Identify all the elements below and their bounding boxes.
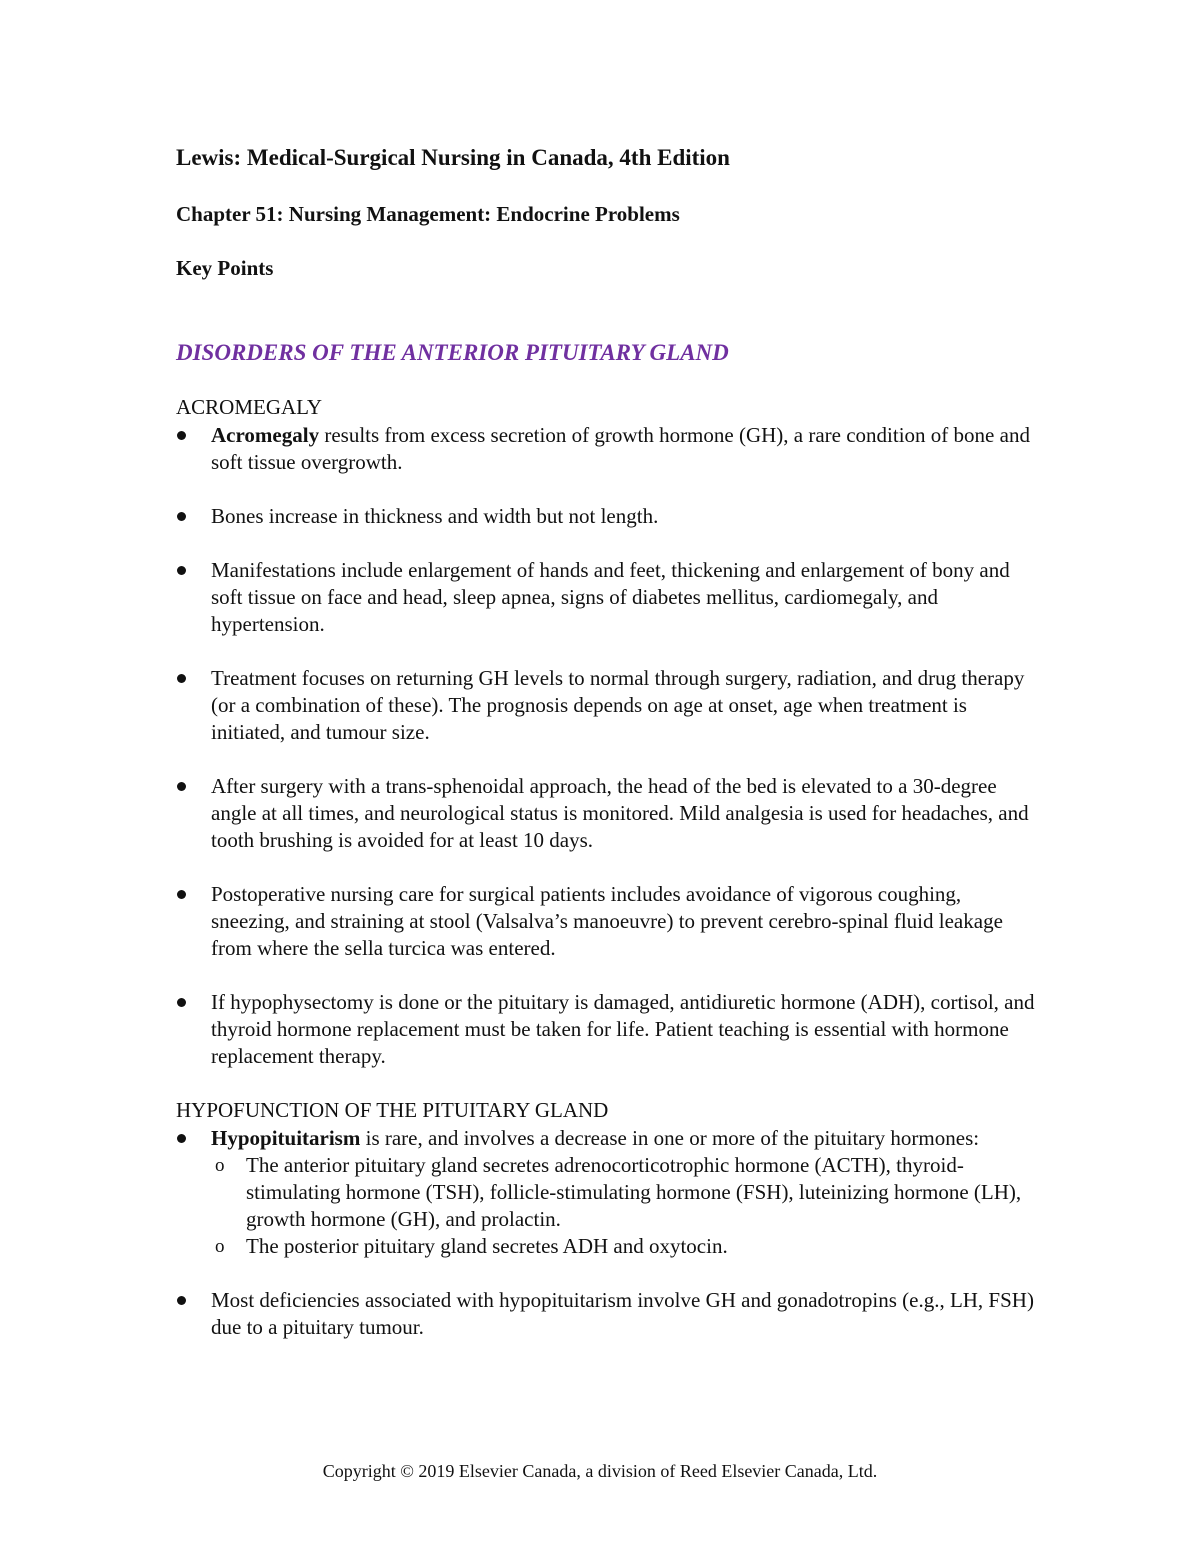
list-item-text: is rare, and involves a decrease in one or more of the pituitary hormones: (360, 1126, 980, 1150)
list-item-text: Bones increase in thickness and width but not length. (211, 504, 659, 528)
hollow-circle-bullet-icon: o (215, 1236, 225, 1257)
list-item (176, 503, 1036, 530)
list-item (176, 665, 1036, 746)
list-item (176, 881, 1036, 962)
book-title: Lewis: Medical-Surgical Nursing in Canada, 4th Edition (176, 145, 730, 170)
bullet-icon (177, 782, 186, 791)
list-item-text: Manifestations include enlargement of hands and feet, thickening and enlargement of bony and soft tissue on face and head, sleep apnea, signs of diabetes mellitus, cardiomegaly, and hypertension. (211, 558, 1010, 636)
hollow-circle-bullet-icon: o (215, 1155, 225, 1176)
list-item-text: Treatment focuses on returning GH levels to normal through surgery, radiation, and drug therapy (or a combination of these). The prognosis depends on age at onset, age when treatment is initiated, and tumour size. (211, 666, 1025, 744)
acromegaly-list (176, 422, 1036, 1097)
sub-list-item-text: The posterior pituitary gland secretes ADH and oxytocin. (246, 1234, 728, 1258)
list-item (176, 557, 1036, 638)
chapter-title: Chapter 51: Nursing Management: Endocrine Problems (176, 202, 680, 226)
sub-list (211, 1152, 1036, 1260)
bullet-icon (177, 512, 186, 521)
list-item (176, 422, 1036, 476)
list-item-text: After surgery with a trans-sphenoidal approach, the head of the bed is elevated to a 30-degree angle at all times, and neurological status is monitored. Mild analgesia is used for headaches, and tooth brushing is avoided for at least 10 days. (211, 774, 1029, 852)
bullet-icon (177, 1134, 186, 1143)
sub-list-item (211, 1233, 1036, 1260)
bullet-icon (177, 890, 186, 899)
list-item (176, 1125, 1036, 1260)
list-item-text: results from excess secretion of growth hormone (GH), a rare condition of bone and soft tissue overgrowth. (211, 423, 1030, 474)
bullet-icon (177, 998, 186, 1007)
list-item (176, 989, 1036, 1070)
sub-list-item-text: The anterior pituitary gland secretes adrenocorticotrophic hormone (ACTH), thyroid-stimulating hormone (TSH), follicle-stimulating hormone (FSH), luteinizing hormone (LH), growth hormone (GH), and prolactin. (246, 1153, 1022, 1231)
hypofunction-list (176, 1125, 1036, 1368)
copyright-footer: Copyright © 2019 Elsevier Canada, a division of Reed Elsevier Canada, Ltd. (322, 1461, 878, 1481)
sub-list-item (211, 1152, 1036, 1233)
list-item-text: Most deficiencies associated with hypopituitarism involve GH and gonadotropins (e.g., LH, FSH) due to a pituitary tumour. (211, 1288, 1034, 1339)
bullet-icon (177, 1296, 186, 1305)
term-acromegaly: Acromegaly (211, 423, 320, 447)
bullet-icon (177, 566, 186, 575)
term-hypopituitarism: Hypopituitarism (211, 1126, 361, 1150)
section-title: DISORDERS OF THE ANTERIOR PITUITARY GLAND (176, 340, 729, 365)
bullet-icon (177, 431, 186, 440)
bullet-icon (177, 674, 186, 683)
list-item (176, 1287, 1036, 1341)
key-points-heading: Key Points (176, 256, 274, 280)
list-item (176, 773, 1036, 854)
hypofunction-heading: HYPOFUNCTION OF THE PITUITARY GLAND (176, 1098, 609, 1122)
list-item-text: If hypophysectomy is done or the pituitary is damaged, antidiuretic hormone (ADH), cortisol, and thyroid hormone replacement must be taken for life. Patient teaching is essential with hormone replacement therapy. (211, 990, 1035, 1068)
acromegaly-heading: ACROMEGALY (176, 395, 323, 419)
list-item-text: Postoperative nursing care for surgical patients includes avoidance of vigorous coughing, sneezing, and straining at stool (Valsalva’s manoeuvre) to prevent cerebro-spinal fluid leakage from where the sella turcica was entered. (211, 882, 1003, 960)
